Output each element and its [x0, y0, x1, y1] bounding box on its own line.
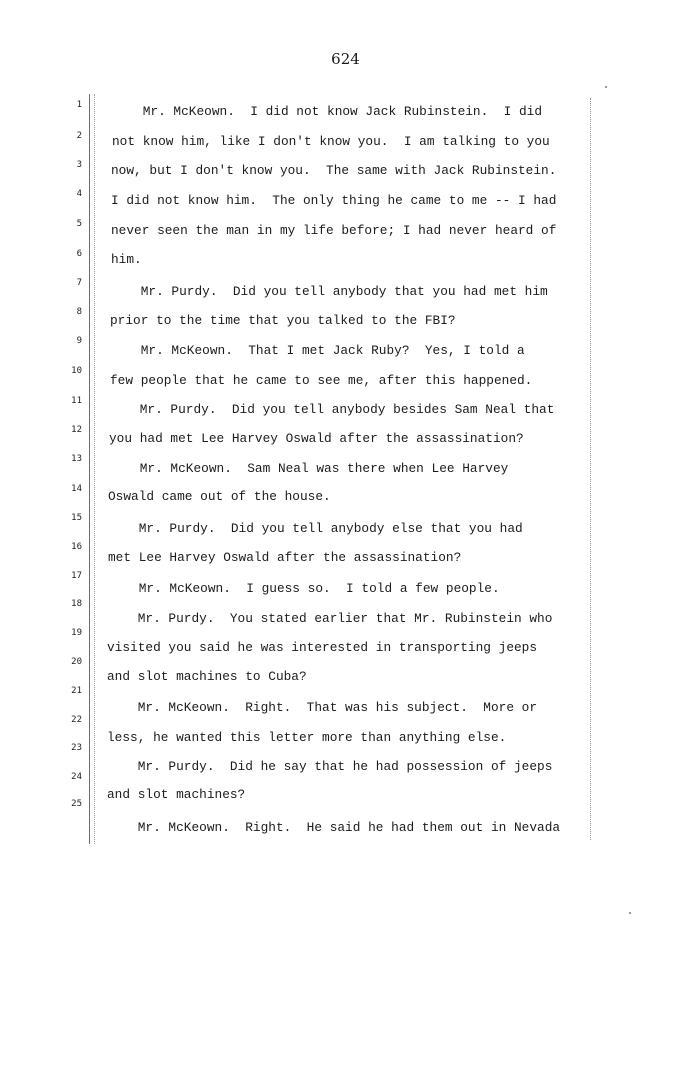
transcript-line: Mr. Purdy. You stated earlier that Mr. Rubinstein who: [107, 611, 553, 626]
line-number: 14: [71, 484, 82, 494]
right-margin-rule: [590, 98, 591, 840]
line-number: 7: [76, 278, 82, 288]
line-number: 5: [76, 219, 82, 229]
transcript-line: prior to the time that you talked to the FBI?: [110, 313, 456, 328]
scan-speck: [605, 86, 607, 88]
transcript-line: less, he wanted this letter more than anything else.: [107, 730, 507, 745]
transcript-line: Mr. Purdy. Did you tell anybody besides Sam Neal that: [109, 402, 555, 417]
line-number: 22: [71, 715, 82, 725]
transcript-line: never seen the man in my life before; I had never heard of: [111, 223, 557, 238]
line-number: 6: [76, 249, 82, 259]
line-number: 20: [71, 657, 82, 667]
line-number: 13: [71, 454, 82, 464]
line-number: 12: [71, 425, 82, 435]
line-number: 16: [71, 542, 82, 552]
transcript-line: Mr. McKeown. Right. He said he had them out in Nevada: [107, 820, 561, 835]
line-number: 1: [76, 100, 82, 110]
line-number: 21: [71, 686, 82, 696]
transcript-line: Mr. McKeown. Right. That was his subject. More or: [107, 700, 538, 715]
transcript-line: and slot machines to Cuba?: [107, 669, 307, 684]
transcript-line: met Lee Harvey Oswald after the assassination?: [108, 550, 462, 565]
line-number: 11: [71, 396, 82, 406]
line-number: 19: [71, 628, 82, 638]
transcript-line: visited you said he was interested in transporting jeeps: [107, 640, 538, 655]
transcript-line: I did not know him. The only thing he came to me -- I had: [111, 193, 557, 208]
line-number: 8: [76, 307, 82, 317]
line-number: 25: [71, 799, 82, 809]
line-number: 18: [71, 599, 82, 609]
transcript-line: Oswald came out of the house.: [108, 489, 331, 504]
line-number: 3: [76, 160, 82, 170]
transcript-line: Mr. Purdy. Did you tell anybody that you had met him: [110, 284, 548, 299]
transcript-line: now, but I don't know you. The same with Jack Rubinstein.: [111, 163, 557, 178]
line-number: 15: [71, 513, 82, 523]
line-number: 4: [76, 189, 82, 199]
transcript-line: Mr. McKeown. Sam Neal was there when Lee Harvey: [109, 461, 509, 476]
scan-speck: [629, 912, 631, 914]
transcript-line: not know him, like I don't know you. I am talking to you: [112, 134, 550, 149]
left-margin-rule: [89, 94, 95, 844]
line-number: 24: [71, 772, 82, 782]
line-number: 9: [76, 336, 82, 346]
transcript-line: Mr. McKeown. I did not know Jack Rubinstein. I did: [112, 104, 543, 119]
line-number: 23: [71, 743, 82, 753]
transcript-line: you had met Lee Harvey Oswald after the assassination?: [109, 431, 524, 446]
transcript-line: Mr. Purdy. Did you tell anybody else that you had: [108, 521, 523, 536]
line-number: 17: [71, 571, 82, 581]
transcript-line: and slot machines?: [107, 787, 246, 802]
page-number: 624: [331, 50, 360, 68]
transcript-line: Mr. McKeown. I guess so. I told a few people.: [108, 581, 500, 596]
line-number: 10: [71, 366, 82, 376]
transcript-line: Mr. Purdy. Did he say that he had possession of jeeps: [107, 759, 553, 774]
transcript-line: few people that he came to see me, after this happened.: [110, 373, 533, 388]
transcript-line: Mr. McKeown. That I met Jack Ruby? Yes, I told a: [110, 343, 525, 358]
line-number: 2: [76, 131, 82, 141]
transcript-line: him.: [111, 252, 142, 267]
